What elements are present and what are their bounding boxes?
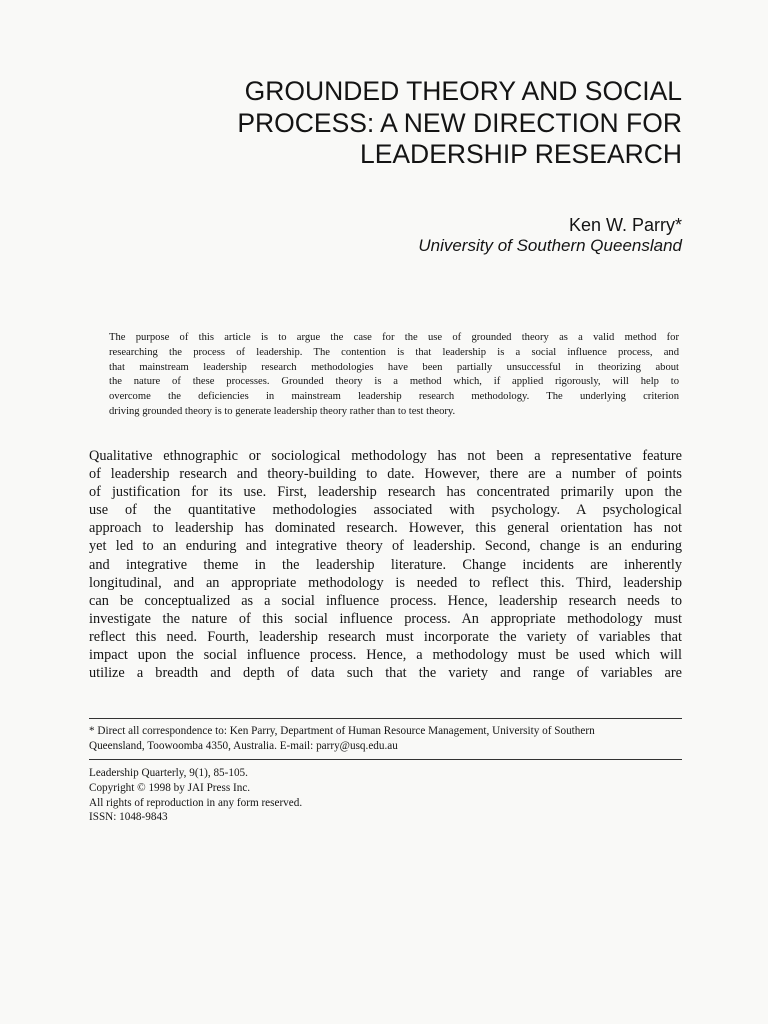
body-line: longitudinal, and an appropriate methodology is needed to reflect this. Third, leadership (89, 574, 682, 591)
publication-divider (89, 759, 682, 760)
footnote-line: Queensland, Toowoomba 4350, Australia. E-mail: parry@usq.edu.au (89, 740, 398, 752)
correspondence-footnote (89, 724, 682, 754)
body-line: of leadership research and theory-building to date. However, there are a number of points (89, 466, 682, 483)
copyright-line: Copyright © 1998 by JAI Press Inc. (89, 781, 251, 794)
abstract-line: the nature of these processes. Grounded theory is a method which, if applied rigorously, will help to (109, 376, 679, 388)
body-line: reflect this need. Fourth, leadership research must incorporate the variety of variables that (89, 628, 682, 645)
abstract-line: The purpose of this article is to argue the case for the use of grounded theory as a valid method for (109, 332, 679, 343)
footnote-divider (89, 718, 682, 719)
body-line: of justification for its use. First, leadership research has concentrated primarily upon the (89, 484, 682, 501)
body-line: can be conceptualized as a social influence process. Hence, leadership research needs to (89, 592, 682, 609)
abstract-line: researching the process of leadership. The contention is that leadership is a social influence process, and (109, 346, 679, 358)
abstract-line: overcome the deficiencies in mainstream leadership research methodology. The underlying criterion (109, 391, 679, 403)
body-line: yet led to an enduring and integrative theory of leadership. Second, change is an enduring (89, 538, 682, 555)
abstract-line: that mainstream leadership research methodologies have been partially unsuccessful in theorizing about (109, 361, 679, 373)
body-line: and integrative theme in the leadership literature. Change incidents are inherently (89, 556, 682, 573)
abstract (109, 331, 679, 420)
author-affiliation: University of Southern Queensland (418, 236, 682, 255)
title-line: GROUNDED THEORY AND SOCIAL (244, 76, 682, 106)
author-name: Ken W. Parry* (568, 215, 682, 235)
body-line: investigate the nature of this social influence process. An appropriate methodology must (89, 610, 682, 627)
footnote-line: * Direct all correspondence to: Ken Parry, Department of Human Resource Management, University of Southern (89, 725, 595, 737)
body-line: Qualitative ethnographic or sociological methodology has not been a representative feature (89, 448, 682, 464)
abstract-line: driving grounded theory is to generate leadership theory rather than to test theory. (109, 405, 456, 417)
title-line: LEADERSHIP RESEARCH (359, 139, 682, 169)
body-line: utilize a breadth and depth of data such that the variety and range of variables are (89, 665, 682, 682)
publication-info (89, 766, 489, 825)
body-line: impact upon the social influence process. Hence, a methodology must be used which will (89, 647, 682, 664)
title-line: PROCESS: A NEW DIRECTION FOR (237, 107, 682, 138)
journal-citation: Leadership Quarterly, 9(1), 85-105. (89, 767, 248, 779)
rights-line: All rights of reproduction in any form reserved. (89, 796, 303, 809)
article-title (180, 76, 682, 171)
body-line: use of the quantitative methodologies associated with psychology. A psychological (89, 502, 682, 519)
body-line: approach to leadership has dominated research. However, this general orientation has not (89, 520, 682, 537)
body-paragraph (89, 447, 682, 682)
issn-line: ISSN: 1048-9843 (89, 811, 168, 824)
